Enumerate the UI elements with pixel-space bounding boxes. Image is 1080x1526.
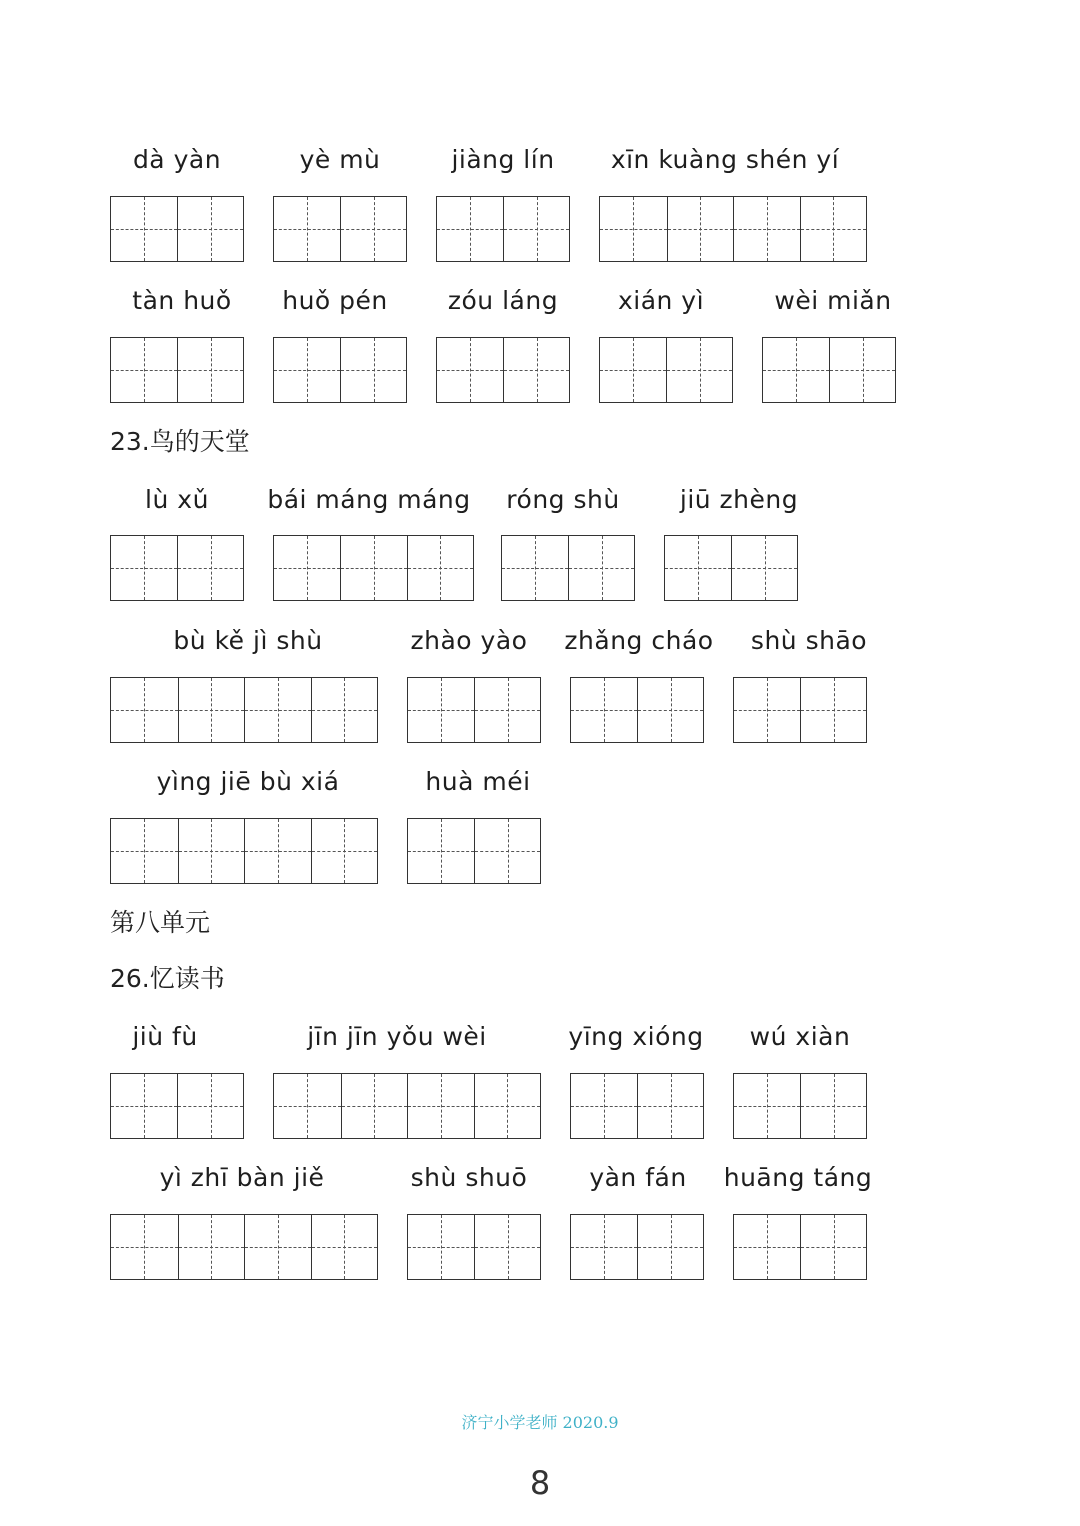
lesson-26-title: 26.忆读书 bbox=[110, 964, 225, 993]
writing-grid[interactable] bbox=[570, 677, 704, 743]
writing-grid[interactable] bbox=[436, 337, 570, 403]
writing-grid[interactable] bbox=[436, 196, 570, 262]
writing-grid[interactable] bbox=[110, 196, 244, 262]
writing-grid[interactable] bbox=[733, 1073, 867, 1139]
pinyin-label: wèi miǎn bbox=[774, 286, 892, 315]
pinyin-label: shù shāo bbox=[750, 626, 868, 655]
pinyin-label: huǒ pén bbox=[282, 286, 388, 315]
pinyin-label: huāng táng bbox=[723, 1163, 873, 1192]
pinyin-label: tàn huǒ bbox=[132, 286, 232, 315]
pinyin-label: shù shuō bbox=[410, 1163, 528, 1192]
pinyin-label: yìng jiē bù xiá bbox=[156, 767, 340, 796]
writing-grid[interactable] bbox=[273, 535, 474, 601]
writing-grid[interactable] bbox=[110, 337, 244, 403]
writing-grid[interactable] bbox=[110, 1073, 244, 1139]
writing-grid[interactable] bbox=[407, 677, 541, 743]
writing-grid[interactable] bbox=[110, 535, 244, 601]
writing-grid[interactable] bbox=[664, 535, 798, 601]
lesson-23-title: 23.鸟的天堂 bbox=[110, 427, 250, 456]
writing-grid[interactable] bbox=[110, 1214, 378, 1280]
pinyin-label: dà yàn bbox=[132, 145, 222, 174]
unit-8-title: 第八单元 bbox=[110, 908, 211, 937]
writing-grid[interactable] bbox=[407, 818, 541, 884]
pinyin-label: yì zhī bàn jiě bbox=[159, 1163, 325, 1192]
pinyin-label: jiū zhèng bbox=[679, 485, 799, 514]
writing-grid[interactable] bbox=[110, 677, 378, 743]
pinyin-label: huà méi bbox=[425, 767, 531, 796]
writing-grid[interactable] bbox=[273, 196, 407, 262]
pinyin-label: yīng xióng bbox=[568, 1022, 704, 1051]
pinyin-label: zhǎng cháo bbox=[564, 626, 714, 655]
pinyin-label: xián yì bbox=[617, 286, 705, 315]
page-number: 8 bbox=[529, 1464, 551, 1502]
writing-grid[interactable] bbox=[273, 1073, 541, 1139]
footer-watermark: 济宁小学老师 2020.9 bbox=[461, 1413, 619, 1432]
pinyin-label: jīn jīn yǒu wèi bbox=[307, 1022, 487, 1051]
writing-grid[interactable] bbox=[273, 337, 407, 403]
pinyin-label: zhào yào bbox=[410, 626, 528, 655]
pinyin-label: róng shù bbox=[506, 485, 620, 514]
pinyin-label: yàn fán bbox=[589, 1163, 687, 1192]
pinyin-label: wú xiàn bbox=[749, 1022, 851, 1051]
pinyin-label: lù xǔ bbox=[145, 485, 209, 514]
writing-grid[interactable] bbox=[407, 1214, 541, 1280]
pinyin-label: zóu láng bbox=[447, 286, 559, 315]
writing-grid[interactable] bbox=[570, 1073, 704, 1139]
pinyin-label: yè mù bbox=[299, 145, 381, 174]
pinyin-label: jiàng lín bbox=[451, 145, 555, 174]
writing-grid[interactable] bbox=[570, 1214, 704, 1280]
writing-grid[interactable] bbox=[733, 677, 867, 743]
pinyin-label: bái máng máng bbox=[267, 485, 471, 514]
pinyin-label: jiù fù bbox=[132, 1022, 198, 1051]
pinyin-label: xīn kuàng shén yí bbox=[610, 145, 840, 174]
writing-grid[interactable] bbox=[110, 818, 378, 884]
pinyin-label: bù kě jì shù bbox=[173, 626, 323, 655]
writing-grid[interactable] bbox=[762, 337, 896, 403]
writing-grid[interactable] bbox=[599, 196, 867, 262]
writing-grid[interactable] bbox=[733, 1214, 867, 1280]
writing-grid[interactable] bbox=[599, 337, 733, 403]
writing-grid[interactable] bbox=[501, 535, 635, 601]
